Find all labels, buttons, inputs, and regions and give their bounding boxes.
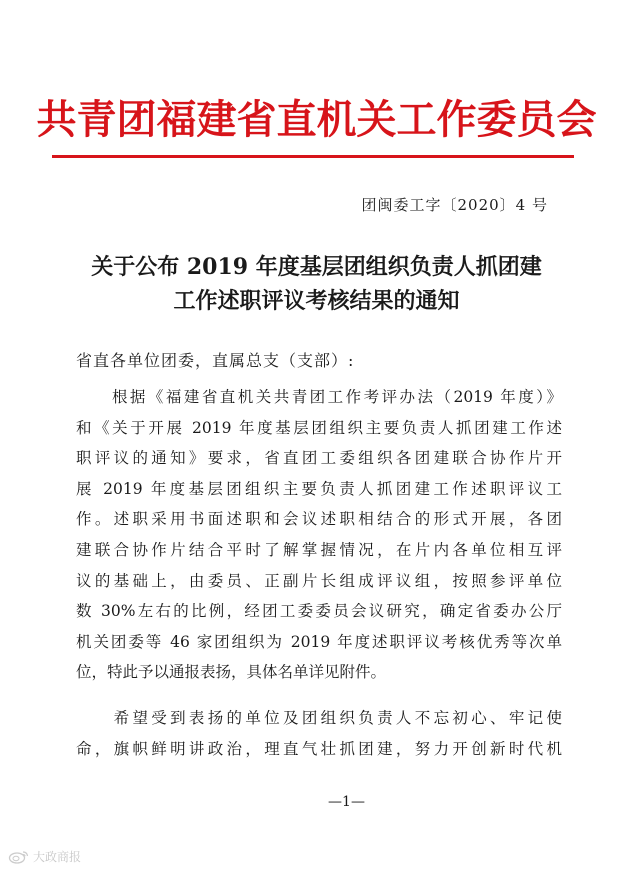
paragraph-line: 命，旗帜鲜明讲政治，理直气壮抓团建，努力开创新时代机 xyxy=(76,739,562,758)
paragraph-line: 位，特此予以通报表扬，具体名单详见附件。 xyxy=(76,663,387,682)
paragraph-line: 和《关于开展 2019 年度基层团组织主要负责人抓团建工作述 xyxy=(76,418,562,437)
organization-title: 共青团福建省直机关工作委员会 xyxy=(36,97,597,143)
paragraph-line: 希望受到表扬的单位及团组织负责人不忘初心、牢记使 xyxy=(76,709,562,727)
notice-title xyxy=(0,250,633,318)
paragraph-line: 作。述职采用书面述职和会议述职相结合的形式开展，各团 xyxy=(76,510,562,529)
notice-title-line: 关于公布 2019 年度基层团组织负责人抓团建 xyxy=(91,254,542,280)
paragraph-line: 数 30%左右的比例，经团工委委员会议研究，确定省委办公厅 xyxy=(76,602,562,621)
page-number: —1— xyxy=(328,794,365,810)
body-paragraph-1 xyxy=(76,382,562,688)
paragraph-line: 职评议的通知》要求，省直团工委组织各团建联合协作片开 xyxy=(76,449,562,468)
document-number: 团闽委工字〔2020〕4 号 xyxy=(361,196,548,214)
red-divider-line xyxy=(52,155,574,158)
notice-title-line: 工作述职评议考核结果的通知 xyxy=(173,288,460,314)
paragraph-line: 建联合协作片结合平时了解掌握情况，在片内各单位相互评 xyxy=(76,540,562,559)
salutation: 省直各单位团委，直属总支（支部）: xyxy=(76,351,355,370)
paragraph-line: 根据《福建省直机关共青团工作考评办法（2019 年度）》 xyxy=(76,388,562,406)
paragraph-line: 议的基础上，由委员、正副片长组成评议组，按照参评单位 xyxy=(76,571,562,590)
paragraph-line: 机关团委等 46 家团组织为 2019 年度述职评议考核优秀等次单 xyxy=(76,632,562,651)
watermark-text: 大政商报 xyxy=(33,850,82,864)
watermark xyxy=(8,848,81,865)
body-paragraph-2 xyxy=(76,703,562,764)
paragraph-line: 展 2019 年度基层团组织主要负责人抓团建工作述职评议工 xyxy=(76,479,562,498)
weibo-icon xyxy=(8,850,30,864)
